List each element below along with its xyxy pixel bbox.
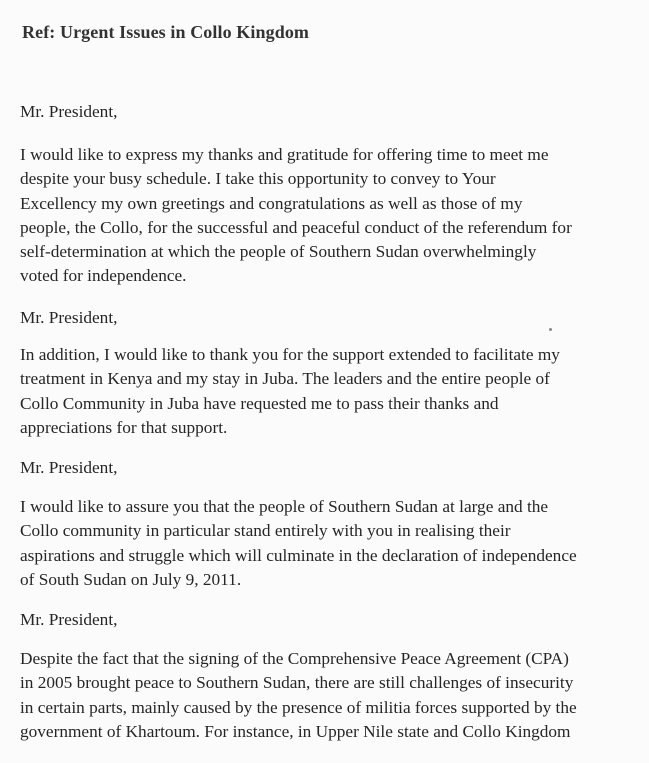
paragraph-3-line-2: Collo community in particular stand entirely with you in realising their bbox=[20, 521, 511, 541]
salutation-2: Mr. President, bbox=[20, 308, 118, 327]
salutation-3: Mr. President, bbox=[20, 458, 118, 477]
salutation-4: Mr. President, bbox=[20, 610, 118, 629]
paragraph-2-line-4: appreciations for that support. bbox=[20, 417, 228, 437]
paragraph-1-line-5: self-determination at which the people of Southern Sudan overwhelmingly bbox=[20, 242, 537, 262]
salutation-1: Mr. President, bbox=[20, 102, 118, 121]
paragraph-4-line-3: in certain parts, mainly caused by the presence of militia forces supported by the bbox=[20, 697, 577, 717]
paragraph-1 bbox=[20, 143, 642, 289]
paragraph-4-line-1: Despite the fact that the signing of the Comprehensive Peace Agreement (CPA) bbox=[20, 649, 569, 668]
paragraph-2-line-2: treatment in Kenya and my stay in Juba. The leaders and the entire people of bbox=[20, 369, 550, 389]
paragraph-3 bbox=[20, 495, 642, 592]
paragraph-4-line-2: in 2005 brought peace to Southern Sudan, there are still challenges of insecurity bbox=[20, 673, 574, 693]
paragraph-1-line-3: Excellency my own greetings and congratulations as well as those of my bbox=[20, 193, 523, 213]
letter-title: Ref: Urgent Issues in Collo Kingdom bbox=[22, 22, 310, 42]
paragraph-1-line-2: despite your busy schedule. I take this opportunity to convey to Your bbox=[20, 169, 496, 189]
paragraph-4 bbox=[20, 647, 642, 744]
paragraph-4-line-4: government of Khartoum. For instance, in Upper Nile state and Collo Kingdom bbox=[20, 721, 571, 741]
paragraph-2-line-3: Collo Community in Juba have requested me to pass their thanks and bbox=[20, 393, 499, 413]
paragraph-3-line-3: aspirations and struggle which will culminate in the declaration of independence bbox=[20, 545, 577, 565]
scan-speck bbox=[549, 328, 552, 331]
paragraph-2-line-1: In addition, I would like to thank you for the support extended to facilitate my bbox=[20, 345, 560, 364]
paragraph-3-line-1: I would like to assure you that the people of Southern Sudan at large and the bbox=[20, 497, 549, 516]
paragraph-1-line-4: people, the Collo, for the successful and peaceful conduct of the referendum for bbox=[20, 217, 572, 237]
paragraph-2 bbox=[20, 343, 642, 440]
paragraph-3-line-4: of South Sudan on July 9, 2011. bbox=[20, 569, 242, 589]
paragraph-1-line-6: voted for independence. bbox=[20, 266, 187, 286]
paragraph-1-line-1: I would like to express my thanks and gratitude for offering time to meet me bbox=[20, 145, 549, 164]
